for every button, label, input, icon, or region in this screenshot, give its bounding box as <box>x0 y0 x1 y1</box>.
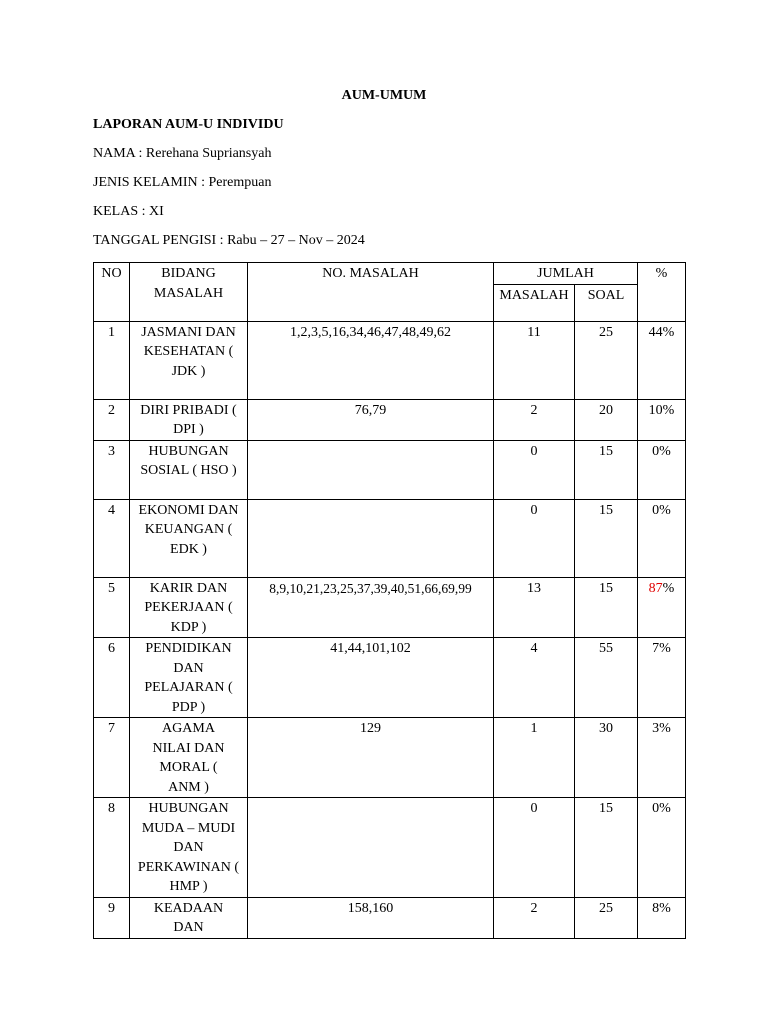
cell-bidang: EKONOMI DAN KEUANGAN ( EDK ) <box>130 499 248 577</box>
cell-no-masalah <box>248 499 494 577</box>
info-kelas: KELAS : XI <box>93 204 164 219</box>
aum-table <box>93 262 686 939</box>
cell-no-masalah <box>248 798 494 898</box>
cell-soal: 15 <box>575 440 638 499</box>
cell-no: 3 <box>94 440 130 499</box>
cell-masalah: 13 <box>494 577 575 638</box>
cell-soal: 15 <box>575 577 638 638</box>
cell-no: 4 <box>94 499 130 577</box>
info-nama: NAMA : Rerehana Supriansyah <box>93 146 272 161</box>
cell-persen: 44% <box>638 321 686 399</box>
highlighted-percent-value: 87 <box>648 580 663 596</box>
cell-no: 7 <box>94 718 130 798</box>
header-no: NO <box>94 263 130 322</box>
info-tanggal: TANGGAL PENGISI : Rabu – 27 – Nov – 2024 <box>93 233 365 248</box>
table-row <box>94 577 686 638</box>
percent-sign: % <box>662 580 675 596</box>
cell-bidang: PENDIDIKAN DAN PELAJARAN ( PDP ) <box>130 638 248 718</box>
cell-soal: 55 <box>575 638 638 718</box>
table-row <box>94 321 686 399</box>
table-row <box>94 440 686 499</box>
header-no-masalah: NO. MASALAH <box>248 263 494 322</box>
cell-soal: 30 <box>575 718 638 798</box>
header-bidang-masalah: BIDANG MASALAH <box>130 263 248 322</box>
info-jenis-kelamin: JENIS KELAMIN : Perempuan <box>93 175 272 190</box>
cell-soal: 25 <box>575 897 638 938</box>
cell-persen <box>638 577 686 638</box>
cell-persen: 10% <box>638 399 686 440</box>
cell-no-masalah: 41,44,101,102 <box>248 638 494 718</box>
cell-bidang: DIRI PRIBADI ( DPI ) <box>130 399 248 440</box>
cell-soal: 25 <box>575 321 638 399</box>
cell-no: 1 <box>94 321 130 399</box>
cell-no: 6 <box>94 638 130 718</box>
header-persen: % <box>638 263 686 322</box>
cell-masalah: 4 <box>494 638 575 718</box>
table-row <box>94 798 686 898</box>
cell-masalah: 2 <box>494 399 575 440</box>
header-masalah: MASALAH <box>494 284 575 321</box>
header-soal: SOAL <box>575 284 638 321</box>
cell-no-masalah: 158,160 <box>248 897 494 938</box>
table-row <box>94 897 686 938</box>
cell-no: 8 <box>94 798 130 898</box>
cell-bidang: HUBUNGAN SOSIAL ( HSO ) <box>130 440 248 499</box>
cell-no-masalah: 8,9,10,21,23,25,37,39,40,51,66,69,99 <box>248 577 494 638</box>
cell-no-masalah: 76,79 <box>248 399 494 440</box>
table-row <box>94 718 686 798</box>
cell-persen: 0% <box>638 440 686 499</box>
cell-masalah: 11 <box>494 321 575 399</box>
document-title: AUM-UMUM <box>341 88 427 103</box>
cell-persen: 0% <box>638 798 686 898</box>
cell-persen: 3% <box>638 718 686 798</box>
cell-masalah: 1 <box>494 718 575 798</box>
header-jumlah: JUMLAH <box>494 263 638 285</box>
cell-no: 5 <box>94 577 130 638</box>
cell-bidang: KARIR DAN PEKERJAAN ( KDP ) <box>130 577 248 638</box>
cell-bidang: JASMANI DAN KESEHATAN ( JDK ) <box>130 321 248 399</box>
table-row <box>94 638 686 718</box>
cell-soal: 20 <box>575 399 638 440</box>
report-subtitle: LAPORAN AUM-U INDIVIDU <box>93 117 284 132</box>
cell-persen: 8% <box>638 897 686 938</box>
cell-soal: 15 <box>575 798 638 898</box>
cell-persen: 7% <box>638 638 686 718</box>
cell-no: 2 <box>94 399 130 440</box>
cell-masalah: 0 <box>494 798 575 898</box>
cell-no-masalah: 129 <box>248 718 494 798</box>
cell-bidang: KEADAAN DAN <box>130 897 248 938</box>
table-row <box>94 399 686 440</box>
cell-masalah: 0 <box>494 440 575 499</box>
table-row <box>94 499 686 577</box>
cell-no-masalah <box>248 440 494 499</box>
cell-persen: 0% <box>638 499 686 577</box>
cell-no: 9 <box>94 897 130 938</box>
cell-soal: 15 <box>575 499 638 577</box>
cell-bidang: HUBUNGAN MUDA – MUDI DAN PERKAWINAN ( HMP ) <box>130 798 248 898</box>
cell-masalah: 0 <box>494 499 575 577</box>
cell-masalah: 2 <box>494 897 575 938</box>
cell-no-masalah: 1,2,3,5,16,34,46,47,48,49,62 <box>248 321 494 399</box>
cell-bidang: AGAMA NILAI DAN MORAL ( ANM ) <box>130 718 248 798</box>
